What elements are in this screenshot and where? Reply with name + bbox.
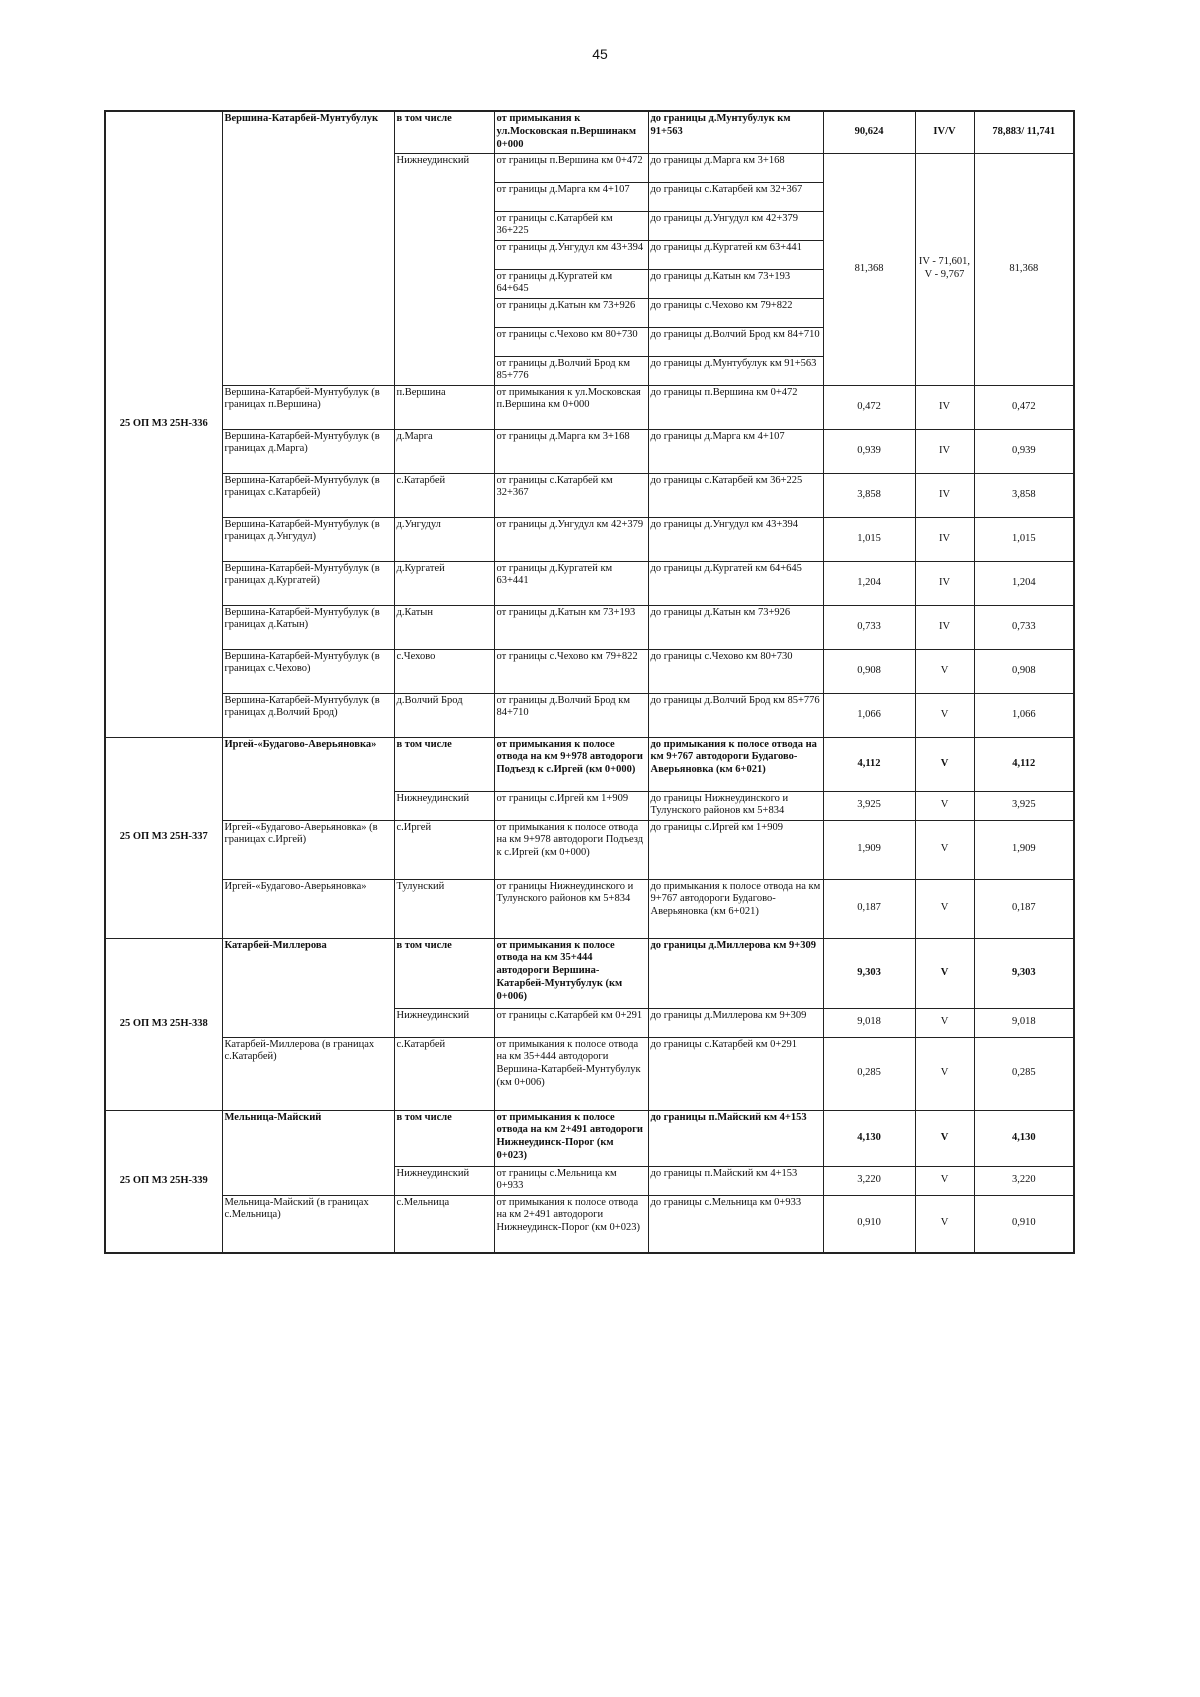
total-cell: 1,909 [974, 820, 1074, 879]
from-cell: от примыкания к полосе отвода на км 9+978 автодороги Подъезд к с.Иргей (км 0+000) [494, 820, 648, 879]
road-code: 25 ОП МЗ 25Н-339 [105, 1110, 222, 1253]
to-cell: до границы д.Катын км 73+926 [648, 605, 823, 649]
road-name: Вершина-Катарбей-Мунтубулук (в границах д.Унгудул) [222, 517, 394, 561]
from-cell: от границы Нижнеудинского и Тулунского районов км 5+834 [494, 879, 648, 938]
to-cell: до границы д.Унгудул км 43+394 [648, 517, 823, 561]
road-name: Катарбей-Миллерова (в границах с.Катарбей) [222, 1037, 394, 1110]
to-cell: до границы с.Чехово км 80+730 [648, 649, 823, 693]
table-row [105, 385, 1074, 429]
table-row [105, 820, 1074, 879]
length-cell: 0,939 [823, 429, 915, 473]
length-cell: 3,925 [823, 791, 915, 820]
district-cell: в том числе [394, 938, 494, 1008]
table-row [105, 879, 1074, 938]
total-cell: 3,925 [974, 791, 1074, 820]
from-cell: от границы с.Чехово км 80+730 [494, 327, 648, 356]
from-cell: от примыкания к полосе отвода на км 35+444 автодороги Вершина-Катарбей-Мунтубулук (км 0+006) [494, 938, 648, 1008]
district-cell: п.Вершина [394, 385, 494, 429]
from-cell: от примыкания к полосе отвода на км 35+444 автодороги Вершина-Катарбей-Мунтубулук (км 0+006) [494, 1037, 648, 1110]
total-cell: 1,066 [974, 693, 1074, 737]
length-cell: 0,908 [823, 649, 915, 693]
road-name: Вершина-Катарбей-Мунтубулук [222, 111, 394, 385]
length-cell: 1,015 [823, 517, 915, 561]
to-cell: до границы п.Вершина км 0+472 [648, 385, 823, 429]
total-cell: 0,472 [974, 385, 1074, 429]
length-cell: 81,368 [823, 153, 915, 385]
road-name: Катарбей-Миллерова [222, 938, 394, 1037]
from-cell: от границы п.Вершина км 0+472 [494, 153, 648, 182]
district-cell: с.Чехово [394, 649, 494, 693]
district-cell: с.Мельница [394, 1195, 494, 1253]
total-cell: 1,015 [974, 517, 1074, 561]
to-cell: до границы д.Волчий Брод км 85+776 [648, 693, 823, 737]
district-cell: д.Волчий Брод [394, 693, 494, 737]
table-row [105, 737, 1074, 791]
from-cell: от примыкания к ул.Московская п.Вершинакм 0+000 [494, 111, 648, 153]
length-cell: 1,066 [823, 693, 915, 737]
to-cell: до границы д.Миллерова км 9+309 [648, 938, 823, 1008]
total-cell: 0,733 [974, 605, 1074, 649]
from-cell: от границы с.Катарбей км 36+225 [494, 211, 648, 240]
length-cell: 0,187 [823, 879, 915, 938]
category-cell: IV [915, 605, 974, 649]
road-name: Вершина-Катарбей-Мунтубулук (в границах с.Чехово) [222, 649, 394, 693]
to-cell: до границы д.Марга км 4+107 [648, 429, 823, 473]
length-cell: 90,624 [823, 111, 915, 153]
from-cell: от границы д.Катын км 73+926 [494, 298, 648, 327]
table-row [105, 649, 1074, 693]
from-cell: от границы д.Унгудул км 43+394 [494, 240, 648, 269]
total-cell: 9,018 [974, 1008, 1074, 1037]
from-cell: от границы д.Кургатей км 63+441 [494, 561, 648, 605]
table-row [105, 517, 1074, 561]
category-cell: V [915, 1166, 974, 1195]
from-cell: от границы д.Кургатей км 64+645 [494, 269, 648, 298]
table-row [105, 1195, 1074, 1253]
length-cell: 0,285 [823, 1037, 915, 1110]
table-row [105, 693, 1074, 737]
total-cell: 81,368 [974, 153, 1074, 385]
table-row [105, 605, 1074, 649]
road-name: Мельница-Майский (в границах с.Мельница) [222, 1195, 394, 1253]
page-number: 45 [592, 46, 608, 62]
roads-table [104, 110, 1075, 1254]
category-cell: IV [915, 561, 974, 605]
road-code: 25 ОП МЗ 25Н-338 [105, 938, 222, 1110]
length-cell: 3,220 [823, 1166, 915, 1195]
district-cell: д.Унгудул [394, 517, 494, 561]
total-cell: 0,285 [974, 1037, 1074, 1110]
length-cell: 9,303 [823, 938, 915, 1008]
from-cell: от границы д.Волчий Брод км 85+776 [494, 356, 648, 385]
length-cell: 1,204 [823, 561, 915, 605]
district-cell: Нижнеудинский [394, 791, 494, 820]
road-code: 25 ОП МЗ 25Н-336 [105, 111, 222, 737]
road-name: Мельница-Майский [222, 1110, 394, 1195]
district-cell: с.Катарбей [394, 473, 494, 517]
total-cell: 0,939 [974, 429, 1074, 473]
length-cell: 9,018 [823, 1008, 915, 1037]
total-cell: 0,910 [974, 1195, 1074, 1253]
table-row [105, 429, 1074, 473]
road-code: 25 ОП МЗ 25Н-337 [105, 737, 222, 938]
district-cell: в том числе [394, 1110, 494, 1166]
from-cell: от границы с.Катарбей км 0+291 [494, 1008, 648, 1037]
category-cell: IV [915, 517, 974, 561]
district-cell: Нижнеудинский [394, 1008, 494, 1037]
category-cell: IV - 71,601, V - 9,767 [915, 153, 974, 385]
category-cell: V [915, 693, 974, 737]
to-cell: до границы с.Мельница км 0+933 [648, 1195, 823, 1253]
category-cell: V [915, 1110, 974, 1166]
to-cell: до границы д.Миллерова км 9+309 [648, 1008, 823, 1037]
category-cell: IV [915, 429, 974, 473]
table-row [105, 111, 1074, 153]
category-cell: V [915, 879, 974, 938]
length-cell: 3,858 [823, 473, 915, 517]
total-cell: 1,204 [974, 561, 1074, 605]
category-cell: V [915, 649, 974, 693]
length-cell: 0,910 [823, 1195, 915, 1253]
category-cell: V [915, 820, 974, 879]
road-name: Иргей-«Будагово-Аверьяновка» (в границах с.Иргей) [222, 820, 394, 879]
from-cell: от границы с.Мельница км 0+933 [494, 1166, 648, 1195]
from-cell: от примыкания к полосе отвода на км 2+491 автодороги Нижнеудинск-Порог (км 0+023) [494, 1110, 648, 1166]
table-row [105, 561, 1074, 605]
table-row [105, 938, 1074, 1008]
district-cell: Нижнеудинский [394, 153, 494, 385]
length-cell: 0,733 [823, 605, 915, 649]
table-row [105, 473, 1074, 517]
from-cell: от границы д.Марга км 3+168 [494, 429, 648, 473]
category-cell: IV [915, 385, 974, 429]
from-cell: от границы с.Чехово км 79+822 [494, 649, 648, 693]
district-cell: д.Марга [394, 429, 494, 473]
district-cell: с.Иргей [394, 820, 494, 879]
to-cell: до границы д.Кургатей км 64+645 [648, 561, 823, 605]
to-cell: до границы Нижнеудинского и Тулунского районов км 5+834 [648, 791, 823, 820]
table-row [105, 1037, 1074, 1110]
road-name: Вершина-Катарбей-Мунтубулук (в границах д.Марга) [222, 429, 394, 473]
total-cell: 4,130 [974, 1110, 1074, 1166]
to-cell: до примыкания к полосе отвода на км 9+767 автодороги Будагово-Аверьяновка (км 6+021) [648, 737, 823, 791]
category-cell: IV/V [915, 111, 974, 153]
table-row [105, 1110, 1074, 1166]
to-cell: до границы с.Чехово км 79+822 [648, 298, 823, 327]
from-cell: от границы д.Марга км 4+107 [494, 182, 648, 211]
to-cell: до границы д.Мунтубулук км 91+563 [648, 356, 823, 385]
to-cell: до границы д.Марга км 3+168 [648, 153, 823, 182]
from-cell: от границы д.Волчий Брод км 84+710 [494, 693, 648, 737]
district-cell: с.Катарбей [394, 1037, 494, 1110]
from-cell: от границы д.Унгудул км 42+379 [494, 517, 648, 561]
from-cell: от примыкания к ул.Московская п.Вершина км 0+000 [494, 385, 648, 429]
district-cell: Нижнеудинский [394, 1166, 494, 1195]
total-cell: 9,303 [974, 938, 1074, 1008]
total-cell: 3,858 [974, 473, 1074, 517]
road-name: Иргей-«Будагово-Аверьяновка» [222, 737, 394, 820]
road-name: Вершина-Катарбей-Мунтубулук (в границах п.Вершина) [222, 385, 394, 429]
to-cell: до границы д.Волчий Брод км 84+710 [648, 327, 823, 356]
to-cell: до границы п.Майский км 4+153 [648, 1166, 823, 1195]
category-cell: V [915, 737, 974, 791]
to-cell: до границы д.Кургатей км 63+441 [648, 240, 823, 269]
district-cell: д.Кургатей [394, 561, 494, 605]
length-cell: 4,130 [823, 1110, 915, 1166]
to-cell: до границы д.Катын км 73+193 [648, 269, 823, 298]
to-cell: до границы с.Иргей км 1+909 [648, 820, 823, 879]
to-cell: до границы с.Катарбей км 0+291 [648, 1037, 823, 1110]
road-name: Вершина-Катарбей-Мунтубулук (в границах д.Катын) [222, 605, 394, 649]
from-cell: от границы с.Иргей км 1+909 [494, 791, 648, 820]
category-cell: V [915, 791, 974, 820]
from-cell: от границы д.Катын км 73+193 [494, 605, 648, 649]
road-name: Вершина-Катарбей-Мунтубулук (в границах д.Волчий Брод) [222, 693, 394, 737]
from-cell: от примыкания к полосе отвода на км 2+491 автодороги Нижнеудинск-Порог (км 0+023) [494, 1195, 648, 1253]
length-cell: 0,472 [823, 385, 915, 429]
category-cell: V [915, 1195, 974, 1253]
to-cell: до границы д.Унгудул км 42+379 [648, 211, 823, 240]
road-name: Вершина-Катарбей-Мунтубулук (в границах д.Кургатей) [222, 561, 394, 605]
length-cell: 4,112 [823, 737, 915, 791]
total-cell: 0,187 [974, 879, 1074, 938]
to-cell: до границы п.Майский км 4+153 [648, 1110, 823, 1166]
from-cell: от примыкания к полосе отвода на км 9+978 автодороги Подъезд к с.Иргей (км 0+000) [494, 737, 648, 791]
category-cell: V [915, 938, 974, 1008]
from-cell: от границы с.Катарбей км 32+367 [494, 473, 648, 517]
length-cell: 1,909 [823, 820, 915, 879]
road-name: Вершина-Катарбей-Мунтубулук (в границах с.Катарбей) [222, 473, 394, 517]
total-cell: 3,220 [974, 1166, 1074, 1195]
total-cell: 78,883/ 11,741 [974, 111, 1074, 153]
to-cell: до границы с.Катарбей км 36+225 [648, 473, 823, 517]
category-cell: IV [915, 473, 974, 517]
total-cell: 4,112 [974, 737, 1074, 791]
district-cell: Тулунский [394, 879, 494, 938]
district-cell: д.Катын [394, 605, 494, 649]
to-cell: до границы с.Катарбей км 32+367 [648, 182, 823, 211]
district-cell: в том числе [394, 737, 494, 791]
category-cell: V [915, 1008, 974, 1037]
total-cell: 0,908 [974, 649, 1074, 693]
to-cell: до примыкания к полосе отвода на км 9+767 автодороги Будагово-Аверьяновка (км 6+021) [648, 879, 823, 938]
road-name: Иргей-«Будагово-Аверьяновка» [222, 879, 394, 938]
to-cell: до границы д.Мунтубулук км 91+563 [648, 111, 823, 153]
district-cell: в том числе [394, 111, 494, 153]
category-cell: V [915, 1037, 974, 1110]
